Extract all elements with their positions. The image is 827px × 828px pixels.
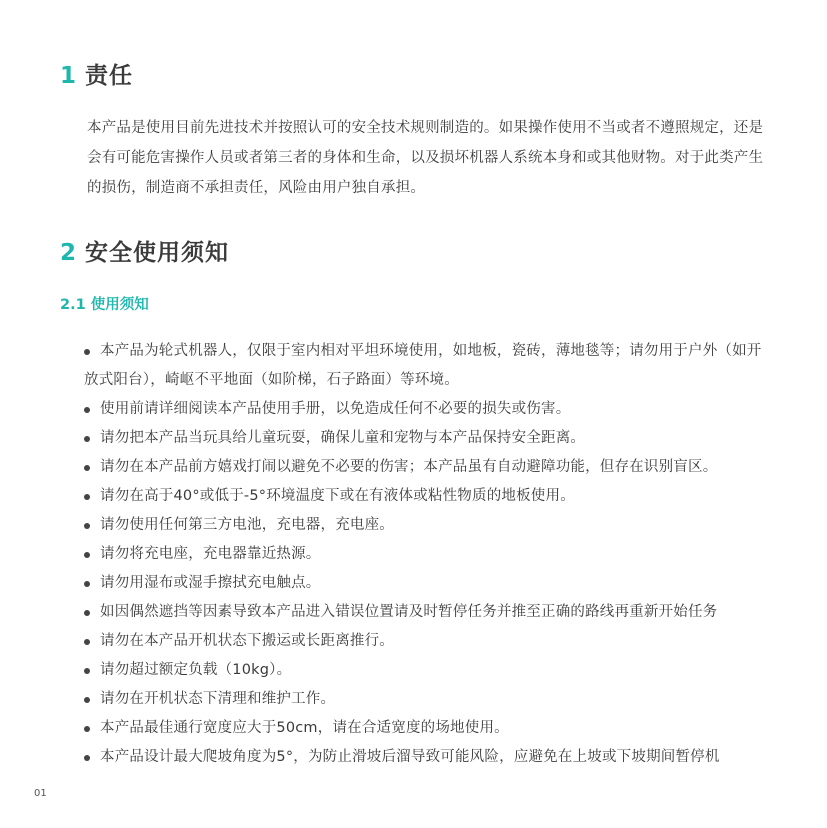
bullet-icon xyxy=(84,668,90,674)
bullet-icon xyxy=(84,610,90,616)
bullet-icon xyxy=(84,407,90,413)
subsection-2-1-title: 2.1 使用须知 xyxy=(60,297,149,313)
list-item: 请勿用湿布或湿手擦拭充电触点。 xyxy=(0,569,790,598)
bullet-icon xyxy=(84,726,90,732)
list-item: 使用前请详细阅读本产品使用手册，以免造成任何不必要的损失或伤害。 xyxy=(0,395,790,424)
bullet-icon xyxy=(84,523,90,529)
bullet-icon xyxy=(84,349,90,355)
list-item: 请勿在开机状态下清理和维护工作。 xyxy=(0,685,790,714)
section-1-title: 责任 xyxy=(85,63,134,89)
bullet-icon xyxy=(84,436,90,442)
bullet-icon xyxy=(84,697,90,703)
section-1-body: 本产品是使用目前先进技术并按照认可的安全技术规则制造的。如果操作使用不当或者不遵照规定，还是会有可能危害操作人员或者第三者的身体和生命，以及损坏机器人系统本身和或其他财物。对于此类产生的损伤，制造商不承担责任，风险由用户独自承担。 xyxy=(87,120,764,196)
page-number: 01 xyxy=(34,788,47,799)
list-item: 请勿在高于40°或低于-5°环境温度下或在有液体或粘性物质的地板使用。 xyxy=(0,482,790,511)
list-item: 请勿在本产品开机状态下搬运或长距离推行。 xyxy=(0,627,790,656)
list-item: 本产品最佳通行宽度应大于50cm，请在合适宽度的场地使用。 xyxy=(0,714,790,743)
bullet-icon xyxy=(84,494,90,500)
list-item: 本产品为轮式机器人，仅限于室内相对平坦环境使用，如地板，瓷砖，薄地毯等；请勿用于户外（如开放式阳台），崎岖不平地面（如阶梯，石子路面）等环境。 xyxy=(84,343,762,388)
section-1-heading xyxy=(60,57,133,90)
list-item: 请勿把本产品当玩具给儿童玩耍，确保儿童和宠物与本产品保持安全距离。 xyxy=(0,424,790,453)
list-item: 本产品设计最大爬坡角度为5°，为防止滑坡后溜导致可能风险，应避免在上坡或下坡期间暂停机 xyxy=(0,743,790,772)
usage-notes-list xyxy=(0,337,827,772)
list-item: 请勿超过额定负载（10kg）。 xyxy=(0,656,790,685)
bullet-icon xyxy=(84,465,90,471)
section-2-title: 安全使用须知 xyxy=(85,240,230,266)
list-item: 请勿在本产品前方嬉戏打闹以避免不必要的伤害；本产品虽有自动避障功能，但存在识别盲区。 xyxy=(0,453,790,482)
section-2-number: 2 xyxy=(60,240,78,266)
bullet-icon xyxy=(84,639,90,645)
section-2-heading xyxy=(60,234,229,267)
list-item: 如因偶然遮挡等因素导致本产品进入错误位置请及时暂停任务并推至正确的路线再重新开始任务 xyxy=(0,598,790,627)
bullet-icon xyxy=(84,755,90,761)
list-item: 请勿使用任何第三方电池，充电器，充电座。 xyxy=(0,511,790,540)
bullet-icon xyxy=(84,552,90,558)
list-item: 请勿将充电座，充电器靠近热源。 xyxy=(0,540,790,569)
section-1-number: 1 xyxy=(60,63,78,89)
bullet-icon xyxy=(84,581,90,587)
